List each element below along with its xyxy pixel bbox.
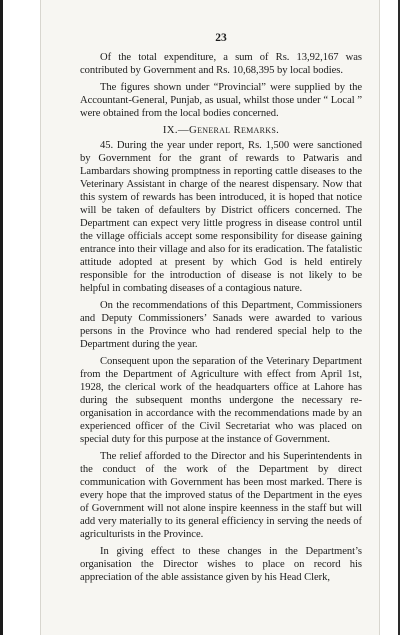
- page-content: [80, 31, 362, 588]
- paragraph-45-rewards: 45. During the year under report, Rs. 1,500 were sanctioned by Government for the grant of rewards to Patwaris and Lambardars showing promptness in reporting cattle diseases to the Veterinary Assistant in charge of the nearest dispensary. Now that this system of rewards has been introduced, it is hoped that notice will be taken of defaulters by District officers concerned. The Department can expect very little progress in disease control until the village officials accept some responsibility for disease gaining entrance into their village and also for its eradication. The fatalistic attitude adopted at present by which God is held entirely responsible for the introduction of disease is not likely to be helpful in combating diseases of a contagious nature.: [80, 140, 362, 294]
- paragraph-separation: Consequent upon the separation of the Veterinary Department from the Department of Agriculture with effect from April 1st, 1928, the clerical work of the headquarters office at Lahore has during the subsequent months undergone the necessary re-organisation in accordance with the recommendations made by an experienced officer of the Civil Secretariat who was placed on special duty for this purpose at the instance of Government.: [80, 356, 362, 445]
- paragraph-relief: The relief afforded to the Director and his Superintendents in the conduct of the work of the Department by direct communication with Government has been most marked. There is every hope that the improved status of the Department in the eyes of Government will not alone inspire keenness in the staff but will add very materially to its general efficiency in serving the needs of agriculturists in the Province.: [80, 451, 362, 540]
- paragraph-figures-source: The figures shown under “Provincial” were supplied by the Accountant-General, Punjab, as usual, whilst those under “ Local ” were obtained from the local bodies concerned.: [80, 82, 362, 119]
- paragraph-appreciation: In giving effect to these changes in the Department’s organisation the Director wishes to place on record his appreciation of the able assistance given by his Head Clerk,: [80, 546, 362, 583]
- page-number: 23: [215, 32, 227, 44]
- section-heading: [80, 124, 362, 137]
- scan-edge-left: [0, 0, 3, 635]
- section-heading-text: IX.—General Remarks.: [162, 124, 280, 136]
- paragraph-expenditure: Of the total expenditure, a sum of Rs. 13,92,167 was contributed by Government and Rs. 10,68,395 by local bodies.: [80, 52, 362, 76]
- paragraph-sanads: On the recommendations of this Department, Commissioners and Deputy Commissioners’ Sanads were awarded to various persons in the Province who had rendered special help to the Department during the year.: [80, 300, 362, 350]
